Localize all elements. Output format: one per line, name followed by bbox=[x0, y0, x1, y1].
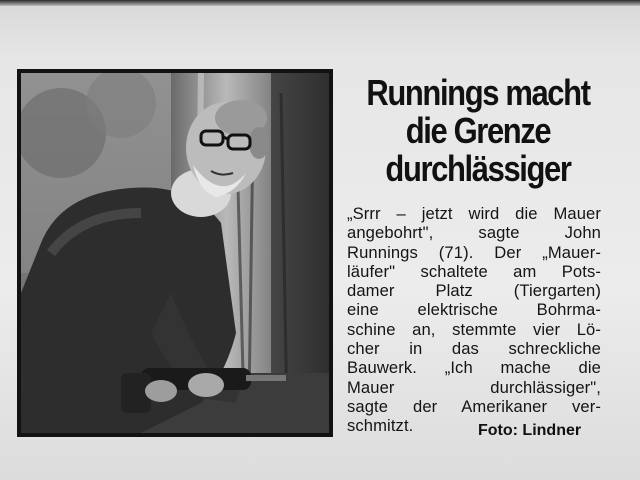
body-line: schmitzt. bbox=[347, 416, 414, 436]
headline-line: durchlässiger bbox=[385, 148, 571, 189]
body-line: läufer" schaltete am Pots- bbox=[347, 261, 601, 281]
body-line: Runnings (71). Der „Mauer- bbox=[347, 242, 601, 262]
body-line: damer Platz (Tiergarten) bbox=[347, 281, 601, 301]
headline-line: Runnings macht bbox=[366, 72, 590, 113]
body-line: sagte der Amerikaner ver- bbox=[347, 396, 601, 416]
screen-edge bbox=[0, 0, 640, 6]
body-line: Mauer durchlässiger", bbox=[347, 377, 601, 397]
article-headline bbox=[363, 74, 593, 188]
body-line: Bauwerk. „Ich mache die bbox=[347, 358, 601, 378]
body-line: eine elektrische Bohrma- bbox=[347, 300, 601, 320]
photo-credit: Foto: Lindner bbox=[478, 422, 582, 439]
body-line: angebohrt", sagte John bbox=[347, 223, 601, 243]
photo-man-drilling-wall bbox=[21, 73, 329, 433]
body-line: cher in das schreckliche bbox=[347, 339, 601, 359]
article-body bbox=[347, 204, 601, 436]
headline-line: die Grenze bbox=[405, 110, 551, 151]
article-photo bbox=[17, 69, 333, 437]
body-line: schine an, stemmte vier Lö- bbox=[347, 319, 601, 339]
body-line: „Srrr – jetzt wird die Mauer bbox=[347, 204, 601, 223]
